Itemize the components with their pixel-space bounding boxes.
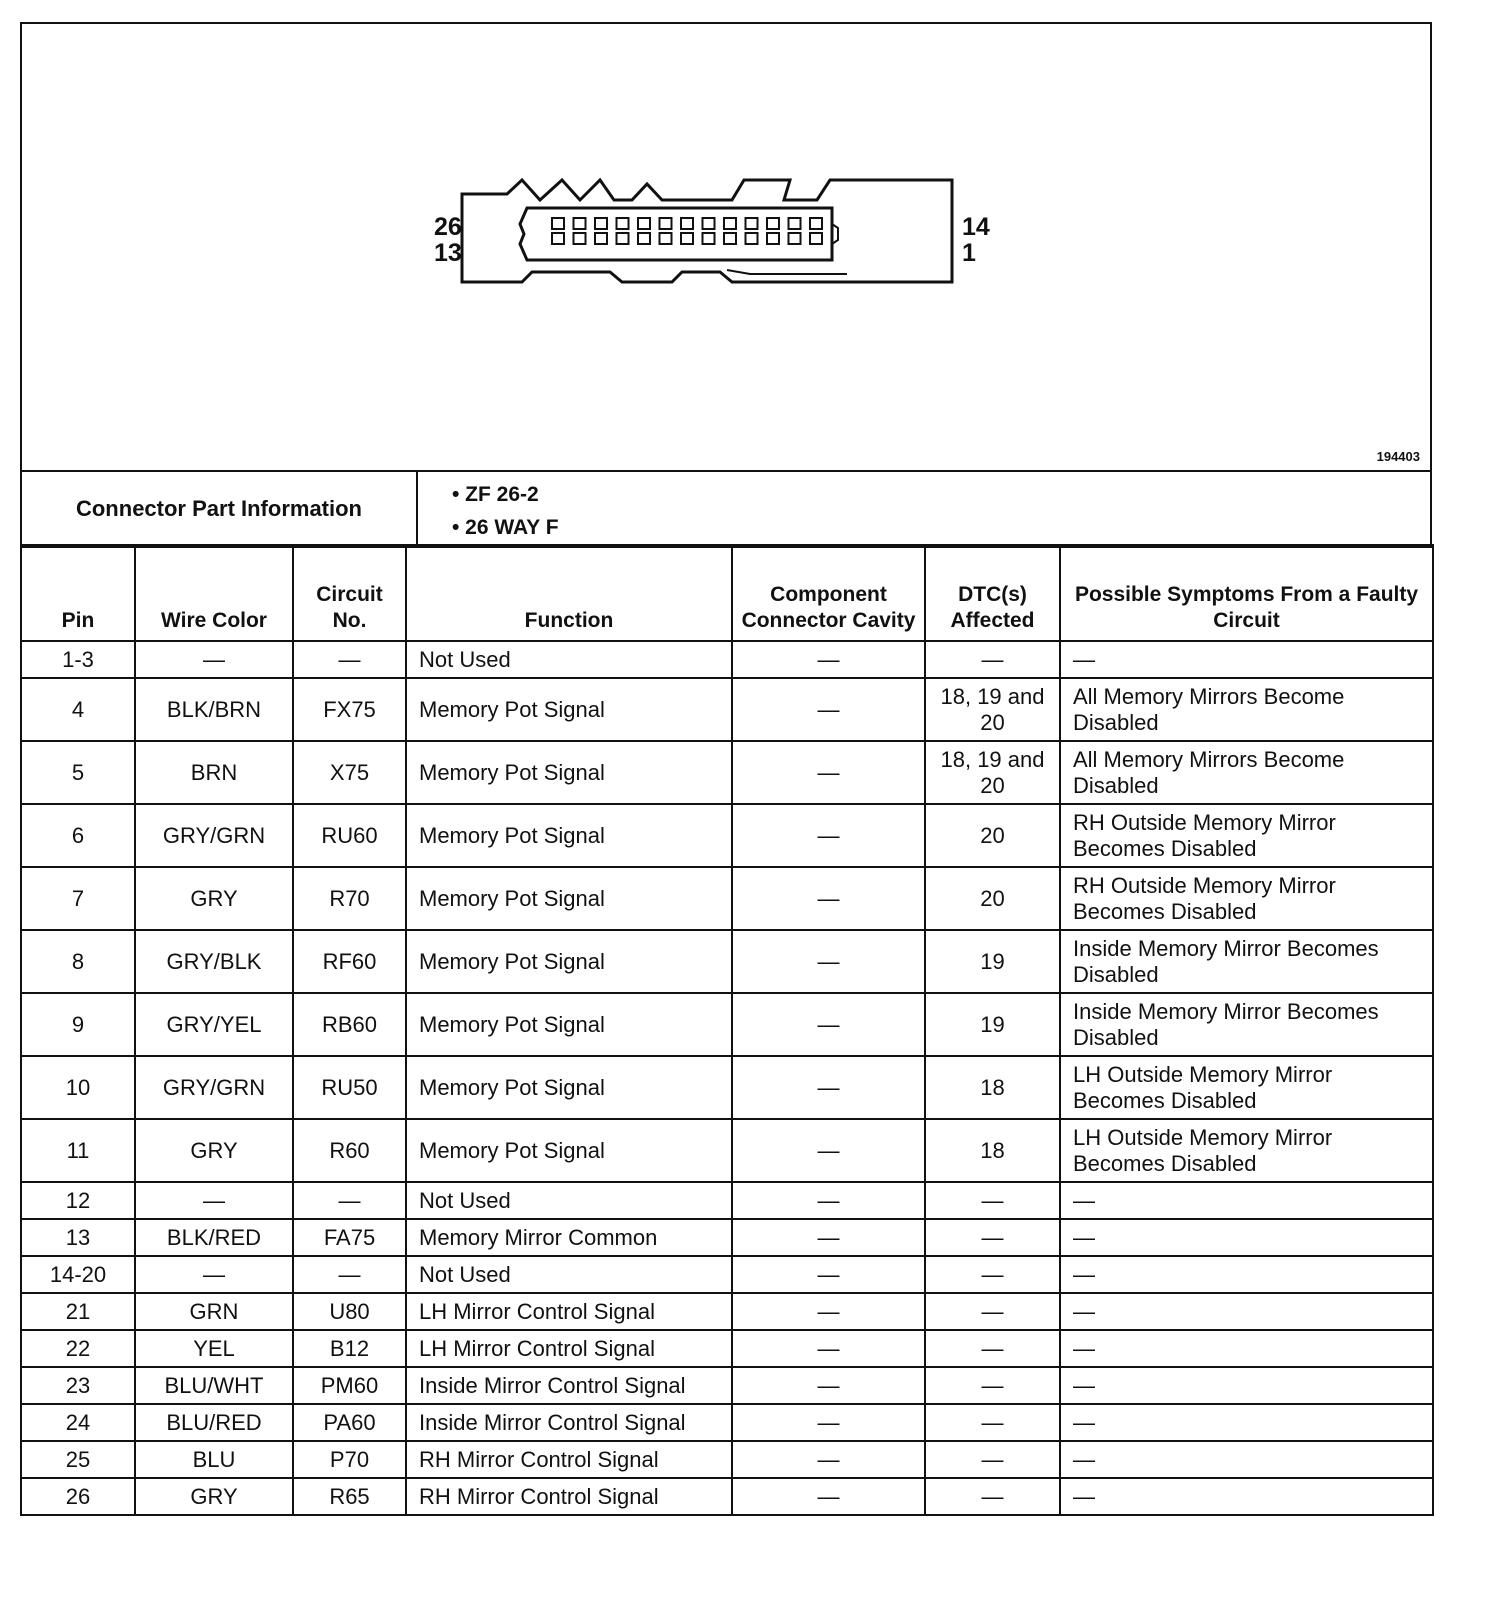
header-wire-color: Wire Color <box>135 545 293 641</box>
pin-cell: 4 <box>21 678 135 741</box>
circuit-number-cell: RF60 <box>293 930 406 993</box>
pin-cell: 25 <box>21 1441 135 1478</box>
dtc-cell: — <box>925 1441 1060 1478</box>
cavity-cell: — <box>732 1441 925 1478</box>
part-info-item: • ZF 26-2 <box>452 483 539 506</box>
pin-cell: 1-3 <box>21 641 135 678</box>
wire-color-cell: YEL <box>135 1330 293 1367</box>
header-pin: Pin <box>21 545 135 641</box>
pin-cavity <box>810 218 822 229</box>
dtc-cell: — <box>925 1367 1060 1404</box>
connector-diagram-panel <box>20 22 1432 472</box>
table-row <box>21 741 1433 804</box>
dtc-cell: — <box>925 1256 1060 1293</box>
dtc-cell: — <box>925 641 1060 678</box>
wire-color-cell: GRY <box>135 867 293 930</box>
header-possible-symptoms: Possible Symptoms From a Faulty Circuit <box>1060 545 1433 641</box>
circuit-number-cell: RB60 <box>293 993 406 1056</box>
connector-face-drawing <box>432 174 962 294</box>
table-row <box>21 867 1433 930</box>
cavity-cell: — <box>732 1293 925 1330</box>
pin-cavity <box>660 218 672 229</box>
wire-color-cell: BLU/WHT <box>135 1367 293 1404</box>
symptoms-cell: All Memory Mirrors Become Disabled <box>1060 741 1433 804</box>
pin-cavity <box>703 218 715 229</box>
wire-color-cell: BLK/RED <box>135 1219 293 1256</box>
symptoms-cell: — <box>1060 1478 1433 1515</box>
circuit-number-cell: — <box>293 1256 406 1293</box>
symptoms-cell: RH Outside Memory Mirror Becomes Disabled <box>1060 804 1433 867</box>
cavity-cell: — <box>732 1367 925 1404</box>
header-function: Function <box>406 545 732 641</box>
pin-cavity <box>724 218 736 229</box>
cavity-cell: — <box>732 678 925 741</box>
pin-cavity <box>660 233 672 244</box>
pin-cell: 10 <box>21 1056 135 1119</box>
table-row <box>21 1478 1433 1515</box>
pin-cavity <box>746 218 758 229</box>
table-row <box>21 1119 1433 1182</box>
table-row <box>21 1056 1433 1119</box>
symptoms-cell: All Memory Mirrors Become Disabled <box>1060 678 1433 741</box>
pin-cavity <box>746 233 758 244</box>
pin-cavity <box>789 218 801 229</box>
function-cell: LH Mirror Control Signal <box>406 1293 732 1330</box>
function-cell: Memory Pot Signal <box>406 867 732 930</box>
pin-cavity <box>638 218 650 229</box>
circuit-number-cell: RU60 <box>293 804 406 867</box>
wire-color-cell: BRN <box>135 741 293 804</box>
pin-cell: 5 <box>21 741 135 804</box>
wire-color-cell: GRY/YEL <box>135 993 293 1056</box>
function-cell: Not Used <box>406 1256 732 1293</box>
cavity-cell: — <box>732 1330 925 1367</box>
pin-cell: 24 <box>21 1404 135 1441</box>
connector-part-info-label: Connector Part Information <box>22 472 418 546</box>
wire-color-cell: GRY <box>135 1478 293 1515</box>
dtc-cell: — <box>925 1330 1060 1367</box>
wire-color-cell: — <box>135 1182 293 1219</box>
pin-cavity <box>681 233 693 244</box>
pin-cavity <box>595 218 607 229</box>
pin-label-14: 14 <box>962 213 990 241</box>
dtc-cell: 18 <box>925 1119 1060 1182</box>
circuit-number-cell: PA60 <box>293 1404 406 1441</box>
dtc-cell: 20 <box>925 804 1060 867</box>
symptoms-cell: — <box>1060 1219 1433 1256</box>
function-cell: Memory Pot Signal <box>406 930 732 993</box>
connector-part-info-list <box>418 472 1430 546</box>
pin-cavity <box>595 233 607 244</box>
pin-label-1: 1 <box>962 239 976 267</box>
function-cell: Memory Pot Signal <box>406 1119 732 1182</box>
pin-cell: 7 <box>21 867 135 930</box>
cavity-cell: — <box>732 1182 925 1219</box>
table-header-row <box>21 545 1433 641</box>
cavity-cell: — <box>732 1056 925 1119</box>
dtc-cell: 18, 19 and 20 <box>925 678 1060 741</box>
pin-cell: 9 <box>21 993 135 1056</box>
table-row <box>21 1367 1433 1404</box>
cavity-cell: — <box>732 930 925 993</box>
dtc-cell: — <box>925 1293 1060 1330</box>
function-cell: Memory Pot Signal <box>406 741 732 804</box>
cavity-cell: — <box>732 741 925 804</box>
pin-cavity <box>552 218 564 229</box>
symptoms-cell: — <box>1060 1293 1433 1330</box>
pin-cavity <box>574 218 586 229</box>
dtc-cell: — <box>925 1219 1060 1256</box>
pin-cell: 8 <box>21 930 135 993</box>
circuit-number-cell: FX75 <box>293 678 406 741</box>
circuit-number-cell: — <box>293 1182 406 1219</box>
pin-cavity <box>617 218 629 229</box>
header-dtcs-affected: DTC(s) Affected <box>925 545 1060 641</box>
circuit-number-cell: R70 <box>293 867 406 930</box>
symptoms-cell: Inside Memory Mirror Becomes Disabled <box>1060 993 1433 1056</box>
symptoms-cell: LH Outside Memory Mirror Becomes Disabled <box>1060 1056 1433 1119</box>
symptoms-cell: LH Outside Memory Mirror Becomes Disabled <box>1060 1119 1433 1182</box>
pin-cavity <box>724 233 736 244</box>
pin-cell: 26 <box>21 1478 135 1515</box>
function-cell: LH Mirror Control Signal <box>406 1330 732 1367</box>
pin-cavity <box>574 233 586 244</box>
dtc-cell: — <box>925 1182 1060 1219</box>
table-row <box>21 1404 1433 1441</box>
connector-end-view-sheet <box>20 22 1442 1582</box>
function-cell: RH Mirror Control Signal <box>406 1478 732 1515</box>
table-row <box>21 1219 1433 1256</box>
cavity-cell: — <box>732 641 925 678</box>
pin-cavity <box>703 233 715 244</box>
circuit-number-cell: U80 <box>293 1293 406 1330</box>
cavity-cell: — <box>732 1478 925 1515</box>
circuit-number-cell: — <box>293 641 406 678</box>
function-cell: Memory Pot Signal <box>406 993 732 1056</box>
cavity-cell: — <box>732 1404 925 1441</box>
pin-label-26: 26 <box>434 213 462 241</box>
header-circuit-no: Circuit No. <box>293 545 406 641</box>
table-row <box>21 1441 1433 1478</box>
circuit-number-cell: FA75 <box>293 1219 406 1256</box>
symptoms-cell: — <box>1060 1330 1433 1367</box>
pinout-table <box>20 544 1434 1516</box>
pin-cavity <box>767 233 779 244</box>
symptoms-cell: — <box>1060 1256 1433 1293</box>
function-cell: Inside Mirror Control Signal <box>406 1404 732 1441</box>
circuit-number-cell: RU50 <box>293 1056 406 1119</box>
header-component-connector-cavity: Component Connector Cavity <box>732 545 925 641</box>
pinout-table-body <box>21 641 1433 1515</box>
circuit-number-cell: R65 <box>293 1478 406 1515</box>
cavity-cell: — <box>732 804 925 867</box>
wire-color-cell: — <box>135 1256 293 1293</box>
wire-color-cell: GRY/GRN <box>135 1056 293 1119</box>
symptoms-cell: — <box>1060 1367 1433 1404</box>
pin-cell: 23 <box>21 1367 135 1404</box>
circuit-number-cell: R60 <box>293 1119 406 1182</box>
pin-cell: 21 <box>21 1293 135 1330</box>
connector-part-information <box>20 470 1432 548</box>
pin-cavity <box>638 233 650 244</box>
dtc-cell: 18, 19 and 20 <box>925 741 1060 804</box>
pin-cell: 6 <box>21 804 135 867</box>
dtc-cell: 18 <box>925 1056 1060 1119</box>
circuit-number-cell: X75 <box>293 741 406 804</box>
pin-cell: 12 <box>21 1182 135 1219</box>
cavity-cell: — <box>732 1219 925 1256</box>
wire-color-cell: GRY <box>135 1119 293 1182</box>
cavity-cell: — <box>732 1119 925 1182</box>
wire-color-cell: GRN <box>135 1293 293 1330</box>
table-row <box>21 1182 1433 1219</box>
wire-color-cell: BLU <box>135 1441 293 1478</box>
pin-cell: 11 <box>21 1119 135 1182</box>
figure-number: 194403 <box>1376 449 1420 464</box>
table-row <box>21 1256 1433 1293</box>
dtc-cell: 19 <box>925 993 1060 1056</box>
dtc-cell: 20 <box>925 867 1060 930</box>
table-row <box>21 993 1433 1056</box>
function-cell: Not Used <box>406 1182 732 1219</box>
function-cell: Memory Pot Signal <box>406 678 732 741</box>
function-cell: Memory Pot Signal <box>406 1056 732 1119</box>
table-row <box>21 1330 1433 1367</box>
table-row <box>21 1293 1433 1330</box>
function-cell: Inside Mirror Control Signal <box>406 1367 732 1404</box>
cavity-cell: — <box>732 993 925 1056</box>
pin-cell: 14-20 <box>21 1256 135 1293</box>
wire-color-cell: BLU/RED <box>135 1404 293 1441</box>
pin-cavity <box>810 233 822 244</box>
pin-cavity <box>552 233 564 244</box>
pin-cavity <box>681 218 693 229</box>
symptoms-cell: — <box>1060 641 1433 678</box>
pin-cavity <box>789 233 801 244</box>
circuit-number-cell: PM60 <box>293 1367 406 1404</box>
function-cell: Memory Pot Signal <box>406 804 732 867</box>
symptoms-cell: — <box>1060 1404 1433 1441</box>
function-cell: Not Used <box>406 641 732 678</box>
table-row <box>21 804 1433 867</box>
wire-color-cell: GRY/BLK <box>135 930 293 993</box>
pin-label-13: 13 <box>434 239 462 267</box>
circuit-number-cell: B12 <box>293 1330 406 1367</box>
function-cell: Memory Mirror Common <box>406 1219 732 1256</box>
table-row <box>21 641 1433 678</box>
dtc-cell: — <box>925 1404 1060 1441</box>
wire-color-cell: BLK/BRN <box>135 678 293 741</box>
pin-cell: 22 <box>21 1330 135 1367</box>
symptoms-cell: — <box>1060 1441 1433 1478</box>
pin-cell: 13 <box>21 1219 135 1256</box>
table-row <box>21 678 1433 741</box>
pin-cavity <box>617 233 629 244</box>
pin-cavity <box>767 218 779 229</box>
wire-color-cell: — <box>135 641 293 678</box>
circuit-number-cell: P70 <box>293 1441 406 1478</box>
dtc-cell: 19 <box>925 930 1060 993</box>
symptoms-cell: RH Outside Memory Mirror Becomes Disabled <box>1060 867 1433 930</box>
symptoms-cell: Inside Memory Mirror Becomes Disabled <box>1060 930 1433 993</box>
function-cell: RH Mirror Control Signal <box>406 1441 732 1478</box>
symptoms-cell: — <box>1060 1182 1433 1219</box>
cavity-cell: — <box>732 867 925 930</box>
table-row <box>21 930 1433 993</box>
wire-color-cell: GRY/GRN <box>135 804 293 867</box>
part-info-item: • 26 WAY F <box>452 516 559 539</box>
dtc-cell: — <box>925 1478 1060 1515</box>
cavity-cell: — <box>732 1256 925 1293</box>
